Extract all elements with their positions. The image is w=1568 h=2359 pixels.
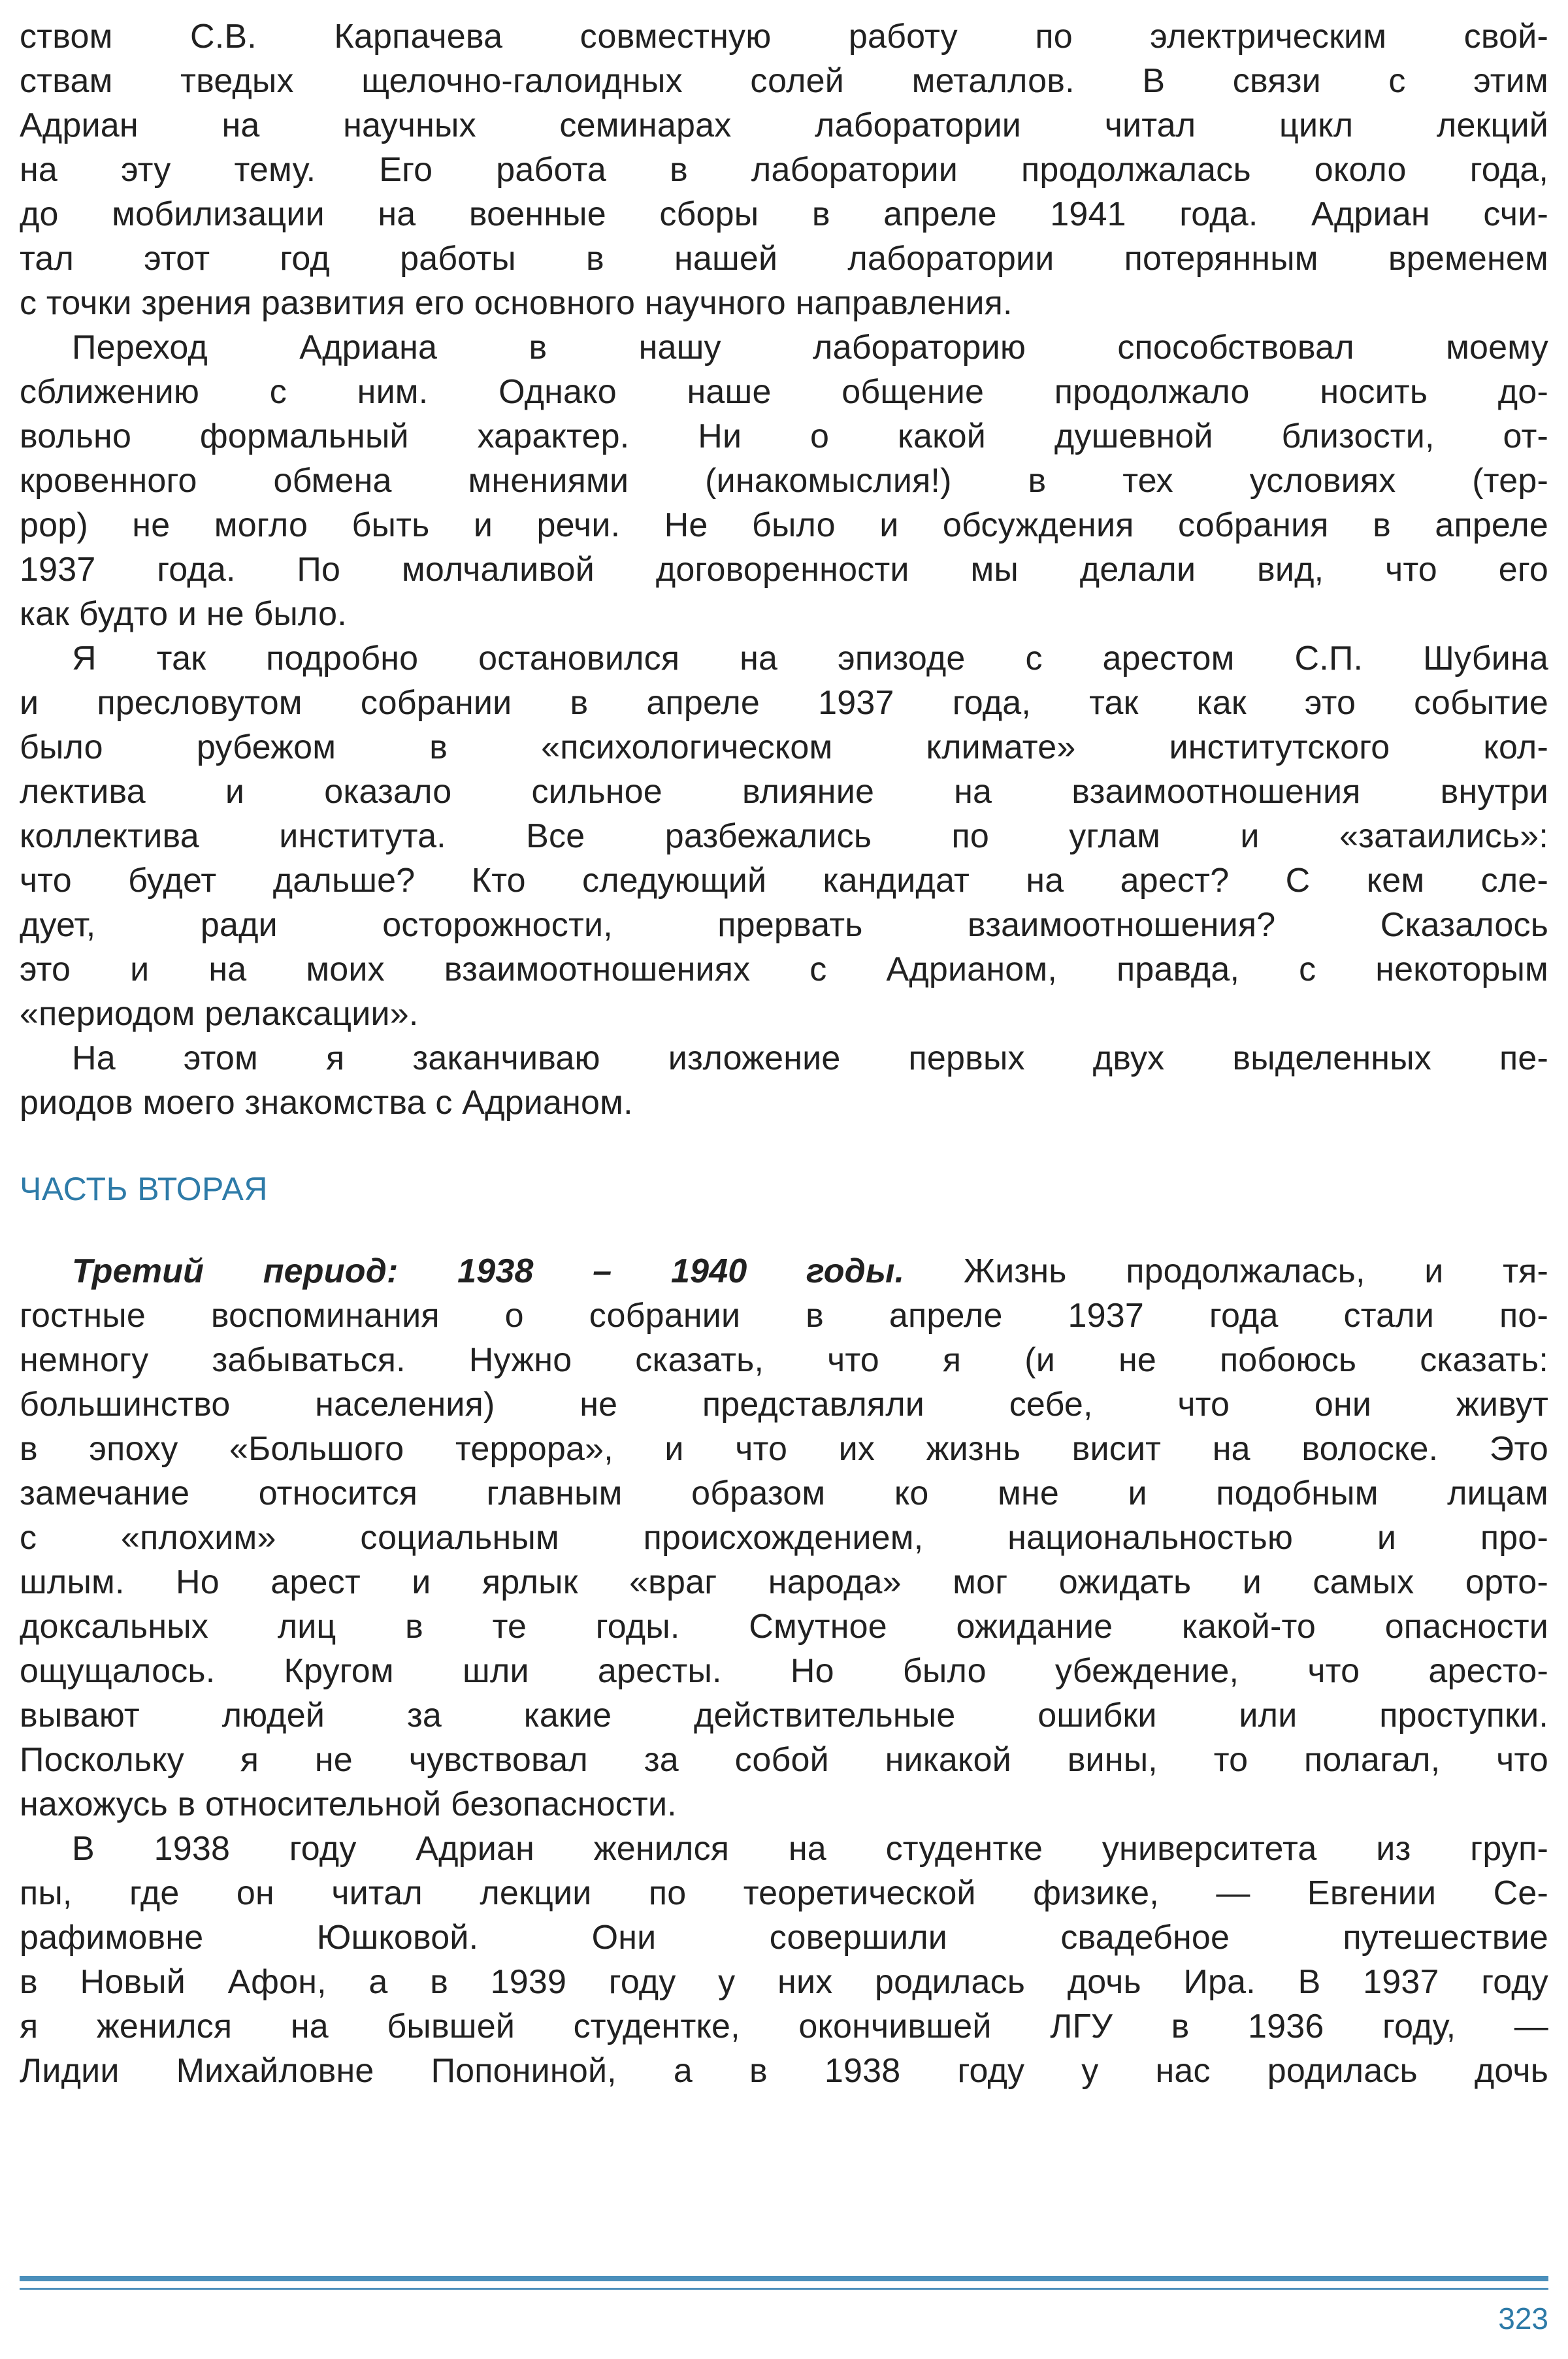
paragraph — [20, 1249, 1548, 1827]
text-line: Адриан на научных семинарах лаборатории читал цикл лекций — [20, 106, 1548, 144]
text-line: было рубежом в «психологическом климате» институтского кол- — [20, 728, 1548, 766]
text-line: как будто и не было. — [20, 595, 347, 633]
text-line: в эпоху «Большого террора», и что их жизнь висит на волоске. Это — [20, 1430, 1548, 1468]
footer-rule-thick — [20, 2276, 1548, 2281]
text-line: с точки зрения развития его основного научного направления. — [20, 284, 1013, 322]
paragraph — [20, 636, 1548, 1036]
text-line: и пресловутом собрании в апреле 1937 года, так как это событие — [20, 684, 1548, 722]
text-line: ством С.В. Карпачева совместную работу по электрическим свой- — [20, 18, 1548, 56]
text-line: сближению с ним. Однако наше общение продолжало носить до- — [20, 373, 1548, 411]
text-line: шлым. Но арест и ярлык «враг народа» мог ожидать и самых орто- — [20, 1563, 1548, 1601]
text-line: до мобилизации на военные сборы в апреле 1941 года. Адриан счи- — [20, 195, 1548, 233]
text-line: вольно формальный характер. Ни о какой душевной близости, от- — [20, 417, 1548, 455]
text-line: что будет дальше? Кто следующий кандидат на арест? С кем сле- — [20, 862, 1548, 900]
text-line: На этом я заканчиваю изложение первых двух выделенных пе- — [72, 1039, 1548, 1077]
text-content — [20, 14, 1548, 2093]
paragraph-lead: Третий период: 1938 – 1940 годы. — [72, 1252, 905, 1290]
text-line: рор) не могло быть и речи. Не было и обсуждения собрания в апреле — [20, 506, 1548, 544]
text-line: доксальных лиц в те годы. Смутное ожидание какой-то опасности — [20, 1608, 1548, 1646]
text-line: большинство населения) не представляли себе, что они живут — [20, 1386, 1548, 1424]
text-line: Лидии Михайловне Попониной, а в 1938 году у нас родилась дочь — [20, 2052, 1548, 2090]
text-line: я женился на бывшей студентке, окончившей ЛГУ в 1936 году, — — [20, 2008, 1548, 2045]
paragraph — [20, 1036, 1548, 1125]
text-line: Третий период: 1938 – 1940 годы. Жизнь продолжалась, и тя- — [72, 1252, 1548, 1290]
text-line: на эту тему. Его работа в лаборатории продолжалась около года, — [20, 151, 1548, 189]
text-line: лектива и оказало сильное влияние на взаимоотношения внутри — [20, 773, 1548, 811]
text-line: Я так подробно остановился на эпизоде с арестом С.П. Шубина — [72, 640, 1548, 677]
paragraph — [20, 1827, 1548, 2093]
text-line: «периодом релаксации». — [20, 995, 419, 1033]
text-line: в Новый Афон, а в 1939 году у них родилась дочь Ира. В 1937 году — [20, 1963, 1548, 2001]
text-line: тал этот год работы в нашей лаборатории потерянным временем — [20, 240, 1548, 278]
text-line: Переход Адриана в нашу лабораторию способствовал моему — [72, 329, 1548, 366]
text-line: с «плохим» социальным происхождением, национальностью и про- — [20, 1519, 1548, 1557]
page-number: 323 — [1498, 2302, 1548, 2335]
text-line: В 1938 году Адриан женился на студентке университета из груп- — [72, 1830, 1548, 1868]
text-line: ствам тведых щелочно-галоидных солей металлов. В связи с этим — [20, 62, 1548, 100]
text-line: замечание относится главным образом ко мне и подобным лицам — [20, 1474, 1548, 1512]
footer-rule-thin — [20, 2288, 1548, 2290]
section-heading: ЧАСТЬ ВТОРАЯ — [20, 1171, 268, 1207]
text-line: немногу забываться. Нужно сказать, что я (и не побоюсь сказать: — [20, 1341, 1548, 1379]
text-line: нахожусь в относительной безопасности. — [20, 1785, 677, 1823]
text-line: пы, где он читал лекции по теоретической физике, — Евгении Се- — [20, 1874, 1548, 1912]
text-line: 1937 года. По молчаливой договоренности мы делали вид, что его — [20, 551, 1548, 589]
text-line: гостные воспоминания о собрании в апреле 1937 года стали по- — [20, 1297, 1548, 1335]
text-line: вывают людей за какие действительные ошибки или проступки. — [20, 1697, 1548, 1734]
text-line: риодов моего знакомства с Адрианом. — [20, 1084, 633, 1122]
text-line: рафимовне Юшковой. Они совершили свадебное путешествие — [20, 1919, 1548, 1957]
text-line: Поскольку я не чувствовал за собой никакой вины, то полагал, что — [20, 1741, 1548, 1779]
paragraph — [20, 325, 1548, 636]
text-line: это и на моих взаимоотношениях с Адрианом, правда, с некоторым — [20, 951, 1548, 988]
text-line: коллектива института. Все разбежались по углам и «затаились»: — [20, 817, 1548, 855]
paragraph — [20, 14, 1548, 325]
text-line: дует, ради осторожности, прервать взаимоотношения? Сказалось — [20, 906, 1548, 944]
page-footer — [20, 2276, 1548, 2335]
text-line: ощущалось. Кругом шли аресты. Но было убеждение, что аресто- — [20, 1652, 1548, 1690]
text-line: кровенного обмена мнениями (инакомыслия!) в тех условиях (тер- — [20, 462, 1548, 500]
